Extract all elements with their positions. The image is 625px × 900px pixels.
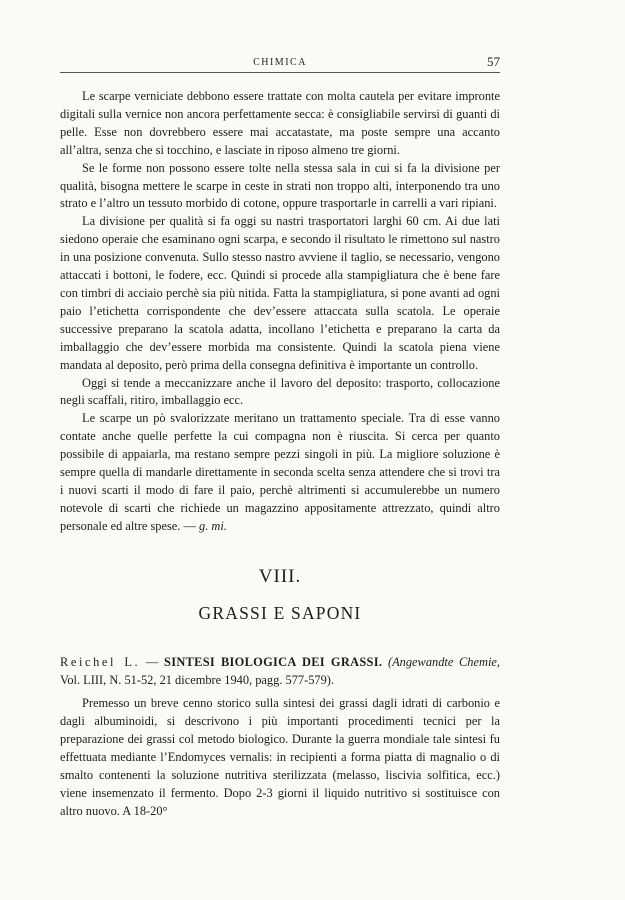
section-title: GRASSI E SAPONI (198, 603, 362, 623)
page-header (60, 52, 500, 73)
paragraph: Se le forme non possono essere tolte nella stessa sala in cui si fa la divisione per qualità, bisogna mettere le scarpe in ceste in strati non troppo alti, interponendo tra uno strato e l’altro un tessuto morbido di cotone, oppure trasportarle in carrelli a vari ripiani. (60, 160, 500, 211)
reference-source: (Angewandte Chemie, (387, 655, 500, 669)
signature: g. mi. (199, 518, 227, 533)
paragraph: Le scarpe verniciate debbono essere trattate con molta cautela per evitare impronte digitali sulla vernice non ancora perfettamente secca: è consigliabile servirsi di guanti di pelle. Esse non dovrebbero essere mai accatastate, ma poste sempre una accanto all’altra, senza che si tocchino, e lasciate in riposo almeno tre giorni. (60, 89, 500, 157)
section-number: VIII. (258, 566, 302, 587)
paragraph-text: Le scarpe un pò svalorizzate meritano un trattamento speciale. Tra di esse vanno contate anche quelle perfette la cui compagna non è riuscita. Si cerca per quanto possibile di appaiarla, ma restano sempre pezzi singoli in più. La migliore soluzione è sempre quella di mandarle direttamente in seconda scelta senza attendere che si trovi tra i nuovi scarti il modo di fare il paio, perchè altrimenti si accumulerebbe un numero notevole di scarti che richiede un magazzino appositamente attrezzato, quindi altro personale ed altre spese. — (60, 411, 500, 533)
reference-dash: — (145, 655, 159, 669)
paragraph-with-signature (60, 410, 500, 535)
paragraph: Oggi si tende a meccanizzare anche il lavoro del deposito: trasporto, collocazione negli scaffali, ritiro, imballaggio ecc. (60, 375, 500, 408)
body-text (60, 88, 500, 536)
reference-entry (60, 654, 500, 689)
page-number: 57 (487, 54, 500, 69)
abstract-text: Premesso un breve cenno storico sulla sintesi dei grassi dagli idrati di carbonio e dagli albuminoidi, si descrivono i più importanti procedimenti tecnici per la preparazione dei grassi col metodo biologico. Durante la guerra mondiale tale sintesi fu effettuata mediante l’Endomyces vernalis: in recipienti a forma piatta di magnalio o di smalto contenenti la soluzione nutritiva sterilizzata (melasso, liscivia solfitica, ecc.) viene insemenzato il fermento. Dopo 2-3 giorni il liquido nutritivo si sostituisce con altro nuovo. A 18-20° (60, 696, 500, 818)
paragraph: La divisione per qualità si fa oggi su nastri trasportatori larghi 60 cm. Ai due lati siedono operaie che esaminano ogni scarpa, e secondo il risultato le rimettono sul nastro in una posizione convenuta. Sullo stesso nastro avviene il taglio, se necessario, vengono attaccati i bottoni, le fodere, ecc. Quindi si procede alla stampigliatura che è bene fare con timbri di acciaio perchè sia più nitida. Fatta la stampigliatura, si pone avanti ad ogni paio l’etichetta corrispondente che dev’essere attaccata sulla scatola. Le operaie successive preparano la scatola adatta, incollano l’etichetta e preparano la carta da imballaggio che dev’essere morbida ma consistente. Quindi la scatola piena viene mandata al deposito, però prima della consegna definitiva è importante un controllo. (60, 214, 500, 372)
reference-details: Vol. LIII, N. 51-52, 21 dicembre 1940, pagg. 577-579). (60, 672, 335, 687)
abstract (60, 694, 500, 820)
reference-author: Reichel L. (60, 655, 141, 669)
running-title: CHIMICA (253, 57, 307, 68)
reference-title: SINTESI BIOLOGICA DEI GRASSI. (164, 655, 383, 669)
